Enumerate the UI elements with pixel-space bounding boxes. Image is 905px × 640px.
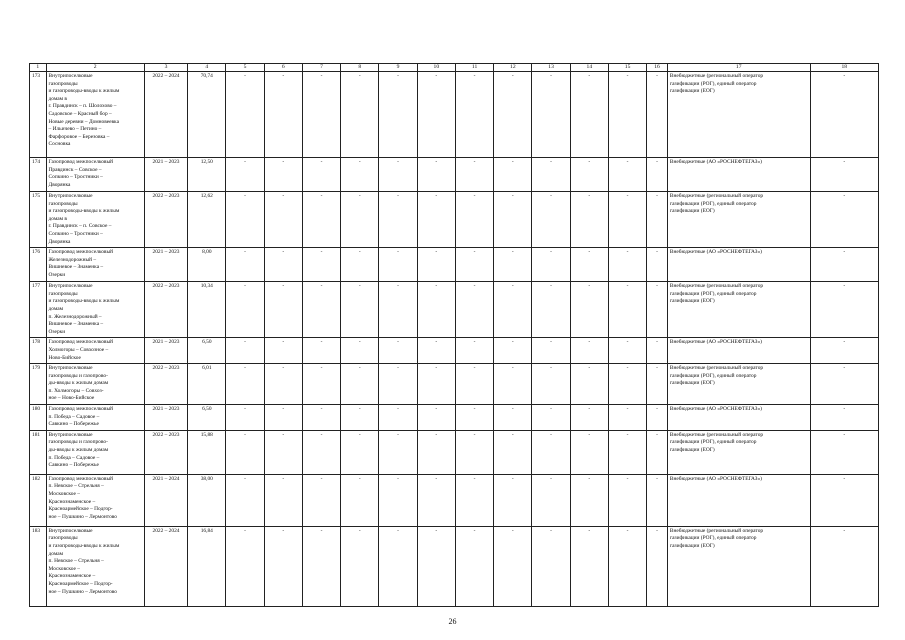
dash-cell: - xyxy=(226,72,264,158)
dash-cell: - xyxy=(341,158,379,192)
dash-cell: - xyxy=(226,526,264,606)
dash-cell: - xyxy=(417,405,455,431)
dash-cell: - xyxy=(226,158,264,192)
dash-cell: - xyxy=(532,405,570,431)
dash-cell: - xyxy=(532,338,570,364)
length-cell: 38,00 xyxy=(188,474,226,526)
dash-cell: - xyxy=(417,474,455,526)
table-row xyxy=(30,405,879,431)
column-header-5: 5 xyxy=(226,64,264,72)
dash-cell: - xyxy=(647,248,668,282)
dash-cell: - xyxy=(608,248,646,282)
dash-cell: - xyxy=(226,364,264,405)
dash-cell: - xyxy=(647,158,668,192)
dash-cell: - xyxy=(417,430,455,474)
dash-cell: - xyxy=(341,526,379,606)
dash-cell: - xyxy=(455,72,493,158)
dash-cell: - xyxy=(494,526,532,606)
funding-source-cell: Внебюджетные (АО «РОСНЕФТЕГАЗ») xyxy=(667,405,810,431)
dash-cell: - xyxy=(494,474,532,526)
dash-cell: - xyxy=(570,158,608,192)
dash-cell: - xyxy=(494,192,532,248)
period-cell: 2022 – 2023 xyxy=(144,192,187,248)
page-number: 26 xyxy=(448,617,457,626)
dash-cell: - xyxy=(341,338,379,364)
column-18-cell: - xyxy=(810,430,878,474)
column-header-4: 4 xyxy=(188,64,226,72)
dash-cell: - xyxy=(379,474,417,526)
dash-cell: - xyxy=(608,405,646,431)
table-row xyxy=(30,192,879,248)
dash-cell: - xyxy=(647,338,668,364)
table-row xyxy=(30,364,879,405)
table-row xyxy=(30,526,879,606)
dash-cell: - xyxy=(608,282,646,338)
row-number-cell: 183 xyxy=(30,526,47,606)
length-cell: 6,01 xyxy=(188,364,226,405)
row-number-cell: 179 xyxy=(30,364,47,405)
dash-cell: - xyxy=(379,72,417,158)
dash-cell: - xyxy=(417,338,455,364)
dash-cell: - xyxy=(532,158,570,192)
table-row xyxy=(30,72,879,158)
dash-cell: - xyxy=(455,282,493,338)
row-number-cell: 178 xyxy=(30,338,47,364)
column-header-6: 6 xyxy=(264,64,302,72)
length-cell: 10,34 xyxy=(188,282,226,338)
dash-cell: - xyxy=(264,526,302,606)
column-18-cell: - xyxy=(810,474,878,526)
object-name-cell: Газопровод межпоселковый п. Невское – Стрельня – Московское – Краснознаменское – Красноармейское – Подгор- ное – Пушкино – Лермонтово xyxy=(46,474,144,526)
row-number-cell: 177 xyxy=(30,282,47,338)
dash-cell: - xyxy=(264,364,302,405)
dash-cell: - xyxy=(647,282,668,338)
dash-cell: - xyxy=(608,158,646,192)
column-header-17: 17 xyxy=(667,64,810,72)
dash-cell: - xyxy=(341,248,379,282)
table-row xyxy=(30,248,879,282)
dash-cell: - xyxy=(570,526,608,606)
dash-cell: - xyxy=(570,474,608,526)
dash-cell: - xyxy=(570,248,608,282)
dash-cell: - xyxy=(532,474,570,526)
dash-cell: - xyxy=(494,364,532,405)
dash-cell: - xyxy=(341,72,379,158)
dash-cell: - xyxy=(494,430,532,474)
table-row xyxy=(30,338,879,364)
dash-cell: - xyxy=(302,526,340,606)
period-cell: 2021 – 2023 xyxy=(144,338,187,364)
dash-cell: - xyxy=(494,405,532,431)
row-number-cell: 176 xyxy=(30,248,47,282)
row-number-cell: 175 xyxy=(30,192,47,248)
period-cell: 2021 – 2023 xyxy=(144,405,187,431)
dash-cell: - xyxy=(302,158,340,192)
dash-cell: - xyxy=(379,338,417,364)
dash-cell: - xyxy=(570,364,608,405)
dash-cell: - xyxy=(532,248,570,282)
dash-cell: - xyxy=(647,526,668,606)
funding-source-cell: Внебюджетные (АО «РОСНЕФТЕГАЗ») xyxy=(667,248,810,282)
dash-cell: - xyxy=(302,72,340,158)
dash-cell: - xyxy=(455,405,493,431)
object-name-cell: Газопровод межпоселковый п. Победа – Садовое – Савкино – Побережье xyxy=(46,405,144,431)
column-18-cell: - xyxy=(810,158,878,192)
dash-cell: - xyxy=(455,430,493,474)
dash-cell: - xyxy=(379,158,417,192)
row-number-cell: 182 xyxy=(30,474,47,526)
dash-cell: - xyxy=(379,405,417,431)
period-cell: 2022 – 2023 xyxy=(144,282,187,338)
length-cell: 6,50 xyxy=(188,338,226,364)
period-cell: 2022 – 2023 xyxy=(144,364,187,405)
dash-cell: - xyxy=(302,474,340,526)
dash-cell: - xyxy=(264,430,302,474)
column-header-18: 18 xyxy=(810,64,878,72)
dash-cell: - xyxy=(608,526,646,606)
column-header-8: 8 xyxy=(341,64,379,72)
dash-cell: - xyxy=(417,192,455,248)
dash-cell: - xyxy=(647,405,668,431)
dash-cell: - xyxy=(417,526,455,606)
column-header-3: 3 xyxy=(144,64,187,72)
dash-cell: - xyxy=(570,72,608,158)
dash-cell: - xyxy=(532,282,570,338)
dash-cell: - xyxy=(455,158,493,192)
dash-cell: - xyxy=(341,405,379,431)
column-18-cell: - xyxy=(810,248,878,282)
period-cell: 2021 – 2023 xyxy=(144,248,187,282)
column-header-7: 7 xyxy=(302,64,340,72)
object-name-cell: Внутрипоселковые газопроводы и газопроводы-вводы к жилым домам в г. Правдинск – п. Совское – Сопкино – Тростники – Дворянка xyxy=(46,192,144,248)
dash-cell: - xyxy=(455,248,493,282)
dash-cell: - xyxy=(532,72,570,158)
dash-cell: - xyxy=(226,248,264,282)
length-cell: 12,50 xyxy=(188,158,226,192)
column-header-15: 15 xyxy=(608,64,646,72)
dash-cell: - xyxy=(455,474,493,526)
dash-cell: - xyxy=(341,282,379,338)
length-cell: 8,00 xyxy=(188,248,226,282)
period-cell: 2022 – 2024 xyxy=(144,526,187,606)
dash-cell: - xyxy=(570,192,608,248)
length-cell: 70,74 xyxy=(188,72,226,158)
period-cell: 2022 – 2024 xyxy=(144,72,187,158)
dash-cell: - xyxy=(570,338,608,364)
object-name-cell: Внутрипоселковые газопроводы и газопроводы-вводы к жилым домам п. Невское – Стрельня – Московское – Краснознаменское – Красноармейское – Подгор- ное – Пушкино – Лермонтово xyxy=(46,526,144,606)
row-number-cell: 174 xyxy=(30,158,47,192)
dash-cell: - xyxy=(264,72,302,158)
funding-source-cell: Внебюджетные (региональный оператор газификации (РОГ), единый оператор газификации (ЕОГ) xyxy=(667,72,810,158)
program-table xyxy=(29,63,879,607)
column-18-cell: - xyxy=(810,282,878,338)
dash-cell: - xyxy=(226,338,264,364)
length-cell: 15,88 xyxy=(188,430,226,474)
dash-cell: - xyxy=(264,158,302,192)
dash-cell: - xyxy=(302,338,340,364)
period-cell: 2021 – 2023 xyxy=(144,158,187,192)
dash-cell: - xyxy=(302,405,340,431)
dash-cell: - xyxy=(417,364,455,405)
period-cell: 2022 – 2023 xyxy=(144,430,187,474)
object-name-cell: Внутрипоселковые газопроводы и газопроводы-вводы к жилым домам в г. Правдинск – п. Шолохово – Садовское – Красный бор – Новые деревни – Домновеевка – Ильичево – Петино – Фарфоровое – Березовка – Сосновка xyxy=(46,72,144,158)
column-header-13: 13 xyxy=(532,64,570,72)
column-header-9: 9 xyxy=(379,64,417,72)
dash-cell: - xyxy=(608,364,646,405)
dash-cell: - xyxy=(647,72,668,158)
period-cell: 2021 – 2024 xyxy=(144,474,187,526)
funding-source-cell: Внебюджетные (АО «РОСНЕФТЕГАЗ») xyxy=(667,474,810,526)
dash-cell: - xyxy=(417,158,455,192)
table-row xyxy=(30,158,879,192)
length-cell: 16,84 xyxy=(188,526,226,606)
dash-cell: - xyxy=(379,192,417,248)
dash-cell: - xyxy=(264,192,302,248)
dash-cell: - xyxy=(494,338,532,364)
dash-cell: - xyxy=(647,192,668,248)
row-number-cell: 173 xyxy=(30,72,47,158)
dash-cell: - xyxy=(494,248,532,282)
dash-cell: - xyxy=(608,430,646,474)
dash-cell: - xyxy=(226,430,264,474)
funding-source-cell: Внебюджетные (региональный оператор газификации (РОГ), единый оператор газификации (ЕОГ) xyxy=(667,526,810,606)
column-18-cell: - xyxy=(810,72,878,158)
table-row xyxy=(30,474,879,526)
dash-cell: - xyxy=(570,282,608,338)
dash-cell: - xyxy=(608,192,646,248)
column-header-14: 14 xyxy=(570,64,608,72)
funding-source-cell: Внебюджетные (АО «РОСНЕФТЕГАЗ») xyxy=(667,338,810,364)
dash-cell: - xyxy=(455,526,493,606)
dash-cell: - xyxy=(341,474,379,526)
column-18-cell: - xyxy=(810,192,878,248)
length-cell: 12,62 xyxy=(188,192,226,248)
object-name-cell: Внутрипоселковые газопроводы и газопроводы-вводы к жилым домам п. Железнодорожный – Вишневое – Знаменка – Озерки xyxy=(46,282,144,338)
dash-cell: - xyxy=(532,430,570,474)
column-header-2: 2 xyxy=(46,64,144,72)
funding-source-cell: Внебюджетные (региональный оператор газификации (РОГ), единый оператор газификации (ЕОГ) xyxy=(667,364,810,405)
object-name-cell: Газопровод межпоселковый Железнодорожный – Вишневое – Знаменка – Озерки xyxy=(46,248,144,282)
dash-cell: - xyxy=(570,430,608,474)
column-18-cell: - xyxy=(810,526,878,606)
column-18-cell: - xyxy=(810,338,878,364)
dash-cell: - xyxy=(226,192,264,248)
dash-cell: - xyxy=(302,282,340,338)
object-name-cell: Внутрипоселковые газопроводы и газопрово- ды-вводы к жилым домам п. Холмогоры – Совхоз- ное – Ново-Бийское xyxy=(46,364,144,405)
row-number-cell: 180 xyxy=(30,405,47,431)
column-header-1: 1 xyxy=(30,64,47,72)
dash-cell: - xyxy=(608,474,646,526)
object-name-cell: Газопровод межпоселковый Холмогоры – Совхозное – Ново-Бийское xyxy=(46,338,144,364)
dash-cell: - xyxy=(647,364,668,405)
column-header-11: 11 xyxy=(455,64,493,72)
length-cell: 6,50 xyxy=(188,405,226,431)
dash-cell: - xyxy=(302,192,340,248)
dash-cell: - xyxy=(264,405,302,431)
object-name-cell: Внутрипоселковые газопроводы и газопрово- ды-вводы к жилым домам п. Победа – Садовое – Савкино – Побережье xyxy=(46,430,144,474)
dash-cell: - xyxy=(532,192,570,248)
dash-cell: - xyxy=(417,248,455,282)
dash-cell: - xyxy=(264,248,302,282)
dash-cell: - xyxy=(379,526,417,606)
table-row xyxy=(30,282,879,338)
funding-source-cell: Внебюджетные (АО «РОСНЕФТЕГАЗ») xyxy=(667,158,810,192)
column-header-16: 16 xyxy=(647,64,668,72)
dash-cell: - xyxy=(302,248,340,282)
column-18-cell: - xyxy=(810,364,878,405)
header-row xyxy=(30,64,879,72)
dash-cell: - xyxy=(264,474,302,526)
dash-cell: - xyxy=(379,430,417,474)
dash-cell: - xyxy=(417,72,455,158)
funding-source-cell: Внебюджетные (региональный оператор газификации (РОГ), единый оператор газификации (ЕОГ) xyxy=(667,192,810,248)
funding-source-cell: Внебюджетные (региональный оператор газификации (РОГ), единый оператор газификации (ЕОГ) xyxy=(667,430,810,474)
dash-cell: - xyxy=(302,364,340,405)
dash-cell: - xyxy=(455,364,493,405)
dash-cell: - xyxy=(608,338,646,364)
funding-source-cell: Внебюджетные (региональный оператор газификации (РОГ), единый оператор газификации (ЕОГ) xyxy=(667,282,810,338)
table-row xyxy=(30,430,879,474)
row-number-cell: 181 xyxy=(30,430,47,474)
dash-cell: - xyxy=(264,338,302,364)
dash-cell: - xyxy=(379,282,417,338)
dash-cell: - xyxy=(341,192,379,248)
dash-cell: - xyxy=(532,526,570,606)
dash-cell: - xyxy=(341,364,379,405)
dash-cell: - xyxy=(647,430,668,474)
dash-cell: - xyxy=(226,474,264,526)
dash-cell: - xyxy=(455,192,493,248)
column-header-12: 12 xyxy=(494,64,532,72)
dash-cell: - xyxy=(379,364,417,405)
dash-cell: - xyxy=(417,282,455,338)
column-header-10: 10 xyxy=(417,64,455,72)
dash-cell: - xyxy=(302,430,340,474)
dash-cell: - xyxy=(226,282,264,338)
dash-cell: - xyxy=(570,405,608,431)
dash-cell: - xyxy=(494,158,532,192)
dash-cell: - xyxy=(455,338,493,364)
dash-cell: - xyxy=(608,72,646,158)
dash-cell: - xyxy=(226,405,264,431)
dash-cell: - xyxy=(647,474,668,526)
object-name-cell: Газопровод межпоселковый Правдинск – Совское – Сопкино – Тростники – Дворянка xyxy=(46,158,144,192)
dash-cell: - xyxy=(264,282,302,338)
column-18-cell: - xyxy=(810,405,878,431)
dash-cell: - xyxy=(379,248,417,282)
dash-cell: - xyxy=(494,72,532,158)
dash-cell: - xyxy=(494,282,532,338)
dash-cell: - xyxy=(532,364,570,405)
dash-cell: - xyxy=(341,430,379,474)
